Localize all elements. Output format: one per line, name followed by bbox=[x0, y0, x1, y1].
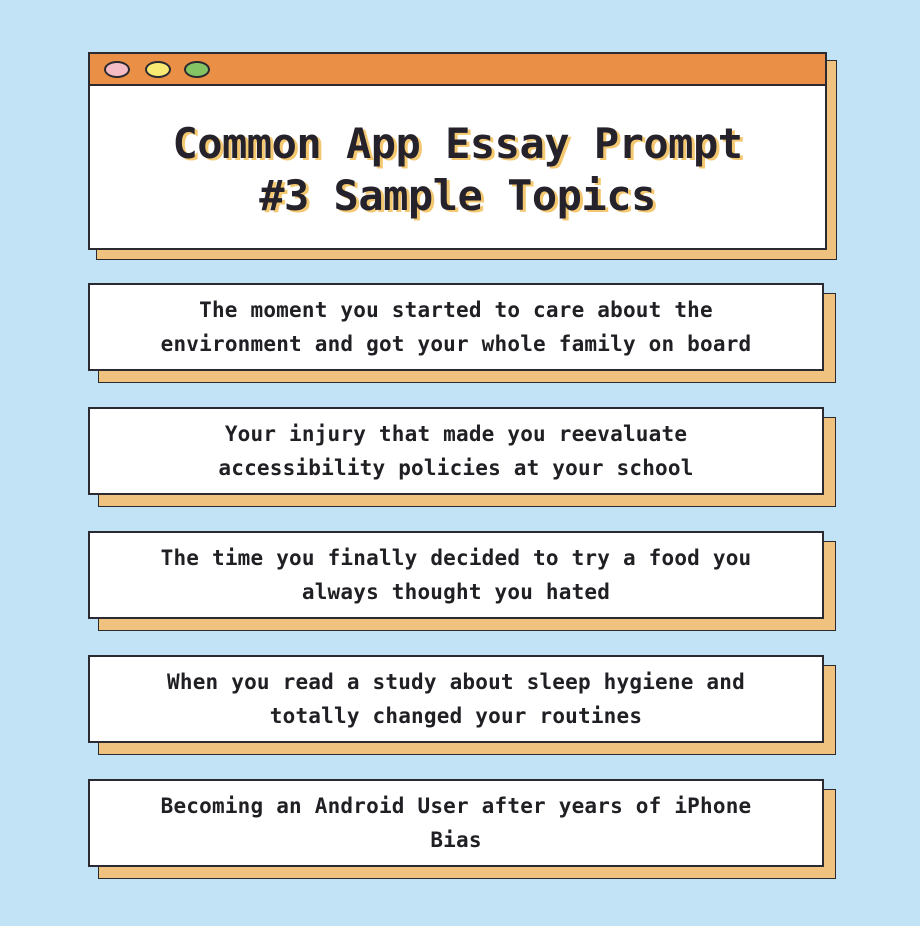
topic-card-1-text bbox=[141, 293, 772, 361]
topic-card-1-line-1: The moment you started to care about the bbox=[199, 298, 713, 322]
topic-card-3-line-1: The time you finally decided to try a food you bbox=[160, 546, 752, 570]
window-title-bar bbox=[90, 54, 825, 86]
page-title bbox=[90, 118, 825, 222]
yellow-dot-icon bbox=[145, 61, 171, 78]
topic-card-5-text bbox=[141, 789, 772, 857]
topic-card-4-line-2: totally changed your routines bbox=[269, 704, 643, 728]
topic-card-2-line-1: Your injury that made you reevaluate bbox=[224, 422, 688, 446]
topic-card-2-line-2: accessibility policies at your school bbox=[218, 456, 694, 480]
topic-card-5 bbox=[88, 779, 824, 867]
topic-card-2 bbox=[88, 407, 824, 495]
page-title-line-1: Common App Essay Prompt bbox=[172, 119, 743, 168]
topic-card-4-line-1: When you read a study about sleep hygiene and bbox=[167, 670, 745, 694]
topic-card-4 bbox=[88, 655, 824, 743]
green-dot-icon bbox=[184, 61, 210, 78]
page-title-line-2: #3 Sample Topics bbox=[259, 171, 656, 220]
topic-card-5-line-2: Bias bbox=[430, 828, 482, 852]
topic-card-5-line-1: Becoming an Android User after years of iPhone bbox=[160, 794, 752, 818]
topic-card-1 bbox=[88, 283, 824, 371]
topic-card-3-text bbox=[141, 541, 772, 609]
topic-card-2-text bbox=[198, 417, 713, 485]
topic-card-3 bbox=[88, 531, 824, 619]
pink-dot-icon bbox=[104, 61, 130, 78]
title-window bbox=[88, 52, 827, 250]
topic-card-4-text bbox=[147, 665, 765, 733]
topic-card-3-line-2: always thought you hated bbox=[301, 580, 611, 604]
topic-card-1-line-2: environment and got your whole family on board bbox=[160, 332, 752, 356]
